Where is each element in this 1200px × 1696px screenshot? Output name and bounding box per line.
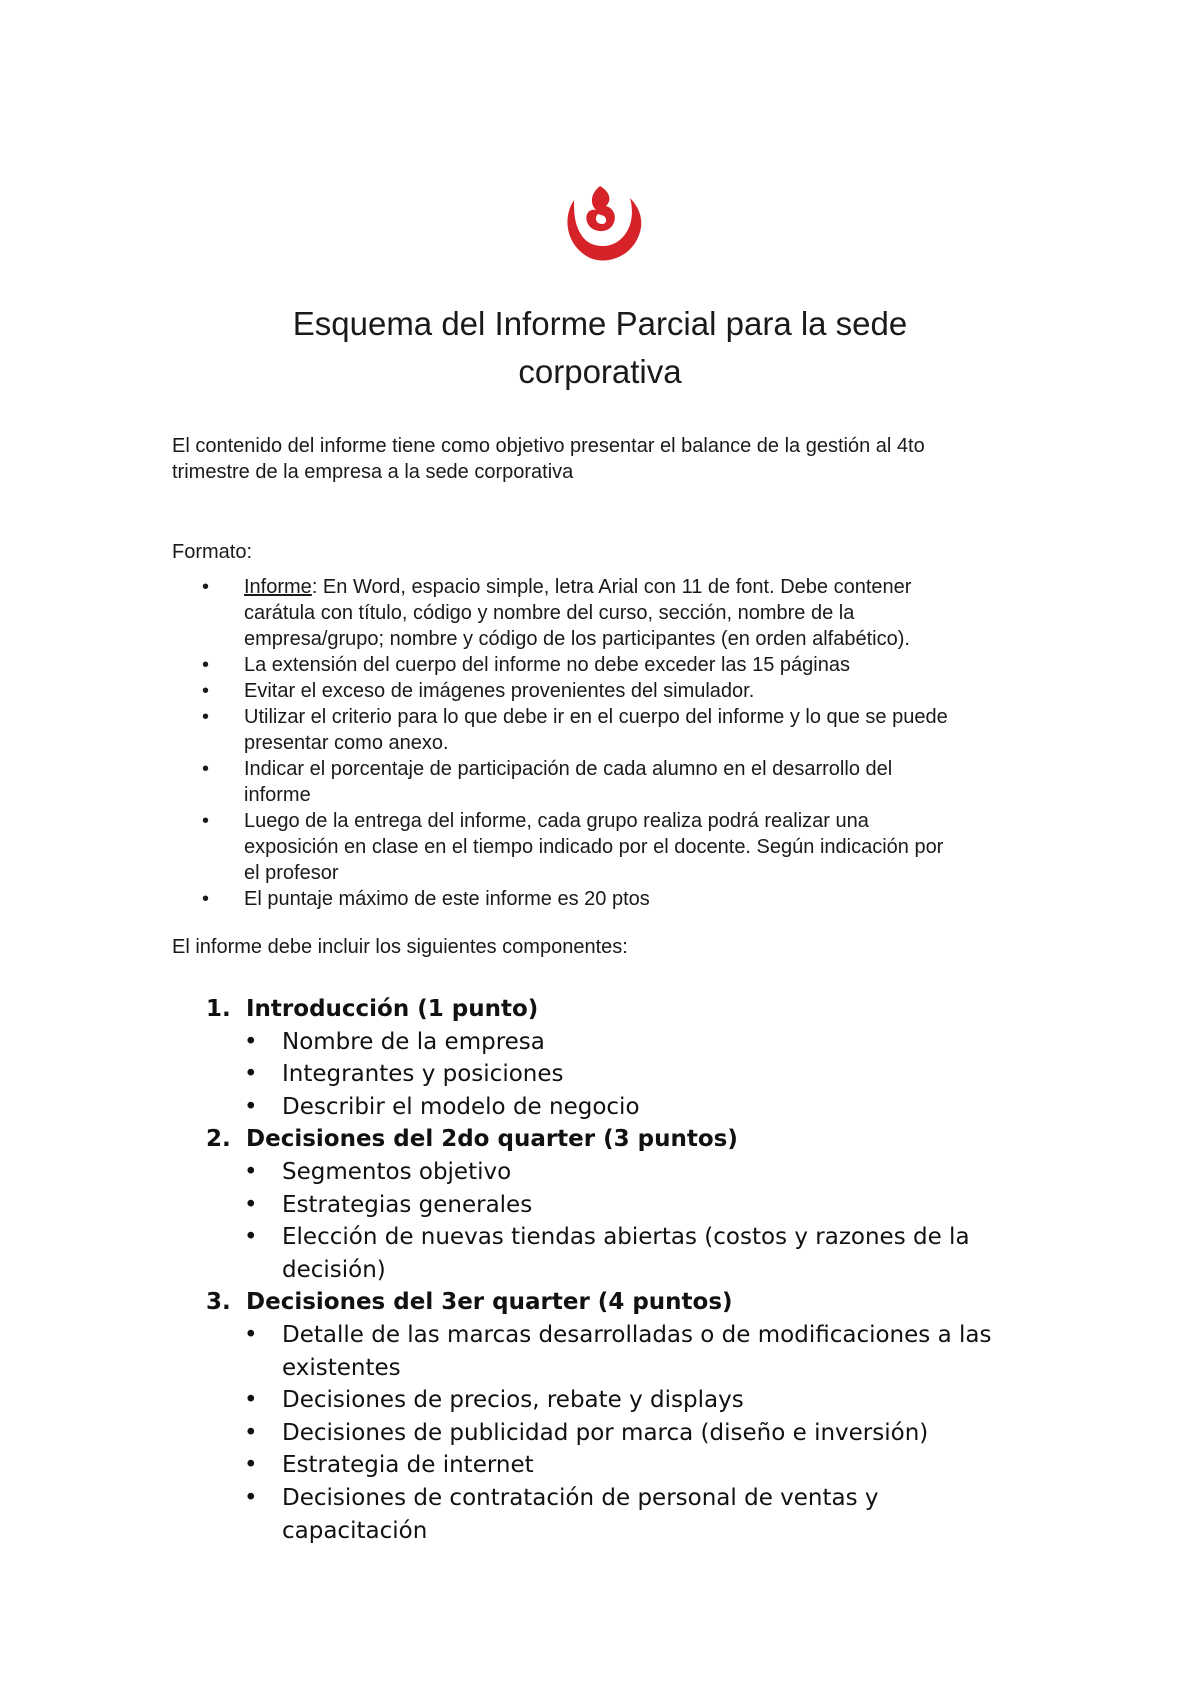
bullet-icon: •	[244, 1028, 258, 1055]
bullet-icon: •	[202, 576, 210, 598]
intro-line-2: trimestre de la empresa a la sede corporativa	[172, 461, 574, 483]
list-item	[172, 652, 1052, 678]
list-item	[172, 678, 1052, 704]
list-item-text: decisión)	[282, 1256, 386, 1283]
bullet-icon: •	[244, 1158, 258, 1185]
list-item	[206, 1449, 1066, 1482]
list-item	[206, 1319, 1066, 1384]
informe-lead: Informe	[244, 576, 312, 598]
list-item-text: Decisiones de publicidad por marca (diseño e inversión)	[282, 1419, 929, 1446]
section-number: 1.	[206, 996, 231, 1022]
list-item-text: Indicar el porcentaje de participación de cada alumno en el desarrollo del	[244, 758, 893, 780]
bullet-icon: •	[244, 1093, 258, 1120]
list-item-text: Segmentos objetivo	[282, 1158, 512, 1185]
title-line-1: Esquema del Informe Parcial para la sede	[292, 305, 908, 342]
section-3	[206, 1286, 1066, 1547]
list-item	[172, 574, 1052, 652]
list-item-text: Nombre de la empresa	[282, 1028, 545, 1055]
list-item	[172, 704, 1052, 756]
bullet-icon: •	[244, 1224, 258, 1251]
list-item	[206, 1221, 1066, 1286]
section-items	[206, 1026, 1066, 1124]
list-item-text: informe	[244, 784, 311, 806]
list-item-text: El puntaje máximo de este informe es 20 ptos	[244, 888, 650, 910]
list-item-text: Detalle de las marcas desarrolladas o de modificaciones a las	[282, 1321, 992, 1348]
list-item-text: Utilizar el criterio para lo que debe ir en el cuerpo del informe y lo que se puede	[244, 706, 948, 728]
list-item	[206, 1026, 1066, 1059]
list-item-text: Estrategia de internet	[282, 1452, 534, 1479]
upc-flame-logo-icon	[560, 180, 644, 264]
list-item	[172, 886, 1052, 912]
section-number: 3.	[206, 1289, 231, 1316]
section-title: Decisiones del 2do quarter (3 puntos)	[246, 1126, 738, 1153]
list-item-text: presentar como anexo.	[244, 732, 449, 754]
section-number: 2.	[206, 1126, 231, 1153]
list-item-text: Luego de la entrega del informe, cada grupo realiza podrá realizar una	[244, 810, 869, 832]
list-item	[206, 1058, 1066, 1091]
bullet-icon: •	[202, 758, 210, 780]
list-item-text: Evitar el exceso de imágenes provenientes del simulador.	[244, 680, 755, 702]
list-item-text: existentes	[282, 1354, 401, 1381]
list-item-text: el profesor	[244, 862, 339, 884]
section-heading	[206, 1123, 1066, 1156]
bullet-icon: •	[244, 1061, 258, 1088]
section-title: Decisiones del 3er quarter (4 puntos)	[246, 1289, 733, 1316]
list-item-text: Elección de nuevas tiendas abiertas (costos y razones de la	[282, 1224, 970, 1251]
bullet-icon: •	[244, 1387, 258, 1414]
list-item-text: Describir el modelo de negocio	[282, 1093, 640, 1120]
list-item	[172, 808, 1052, 886]
bullet-icon: •	[244, 1484, 258, 1511]
list-item-text: empresa/grupo; nombre y código de los participantes (en orden alfabético).	[244, 628, 910, 650]
list-item	[206, 1417, 1066, 1450]
bullet-icon: •	[202, 888, 210, 910]
intro-line-1: El contenido del informe tiene como objetivo presentar el balance de la gestión al 4to	[172, 435, 925, 457]
list-item-text: Decisiones de contratación de personal de ventas y	[282, 1484, 879, 1511]
list-item-text: capacitación	[282, 1517, 428, 1544]
section-items	[206, 1319, 1066, 1547]
bullet-icon: •	[202, 810, 210, 832]
list-item	[206, 1189, 1066, 1222]
list-item-text: carátula con título, código y nombre del curso, sección, nombre de la	[244, 602, 855, 624]
list-item	[206, 1156, 1066, 1189]
section-items	[206, 1156, 1066, 1286]
list-item-text: Decisiones de precios, rebate y displays	[282, 1387, 744, 1414]
formato-label: Formato:	[172, 541, 253, 563]
list-item	[206, 1482, 1066, 1547]
bullet-icon: •	[244, 1321, 258, 1348]
section-heading	[206, 993, 1066, 1026]
bullet-icon: •	[244, 1191, 258, 1218]
bullet-icon: •	[202, 706, 210, 728]
section-1	[206, 993, 1066, 1123]
bullet-icon: •	[202, 680, 210, 702]
formato-list	[172, 574, 1052, 912]
bullet-icon: •	[244, 1419, 258, 1446]
section-2	[206, 1123, 1066, 1286]
section-title: Introducción (1 punto)	[246, 996, 539, 1022]
list-item-text: Estrategias generales	[282, 1191, 533, 1218]
intro-paragraph	[172, 433, 1052, 485]
list-item-text: La extensión del cuerpo del informe no debe exceder las 15 páginas	[244, 654, 850, 676]
bullet-icon: •	[244, 1452, 258, 1479]
list-item-text: Integrantes y posiciones	[282, 1061, 564, 1088]
bullet-icon: •	[202, 654, 210, 676]
list-item-text: : En Word, espacio simple, letra Arial con 11 de font. Debe contener	[311, 576, 912, 598]
components-label: El informe debe incluir los siguientes componentes:	[172, 936, 628, 958]
list-item	[172, 756, 1052, 808]
section-heading	[206, 1286, 1066, 1319]
list-item	[206, 1091, 1066, 1124]
list-item-text: exposición en clase en el tiempo indicado por el docente. Según indicación por	[244, 836, 944, 858]
sections-list	[206, 993, 1066, 1547]
list-item	[206, 1384, 1066, 1417]
document-title	[0, 300, 1200, 396]
title-line-2: corporativa	[518, 353, 682, 390]
